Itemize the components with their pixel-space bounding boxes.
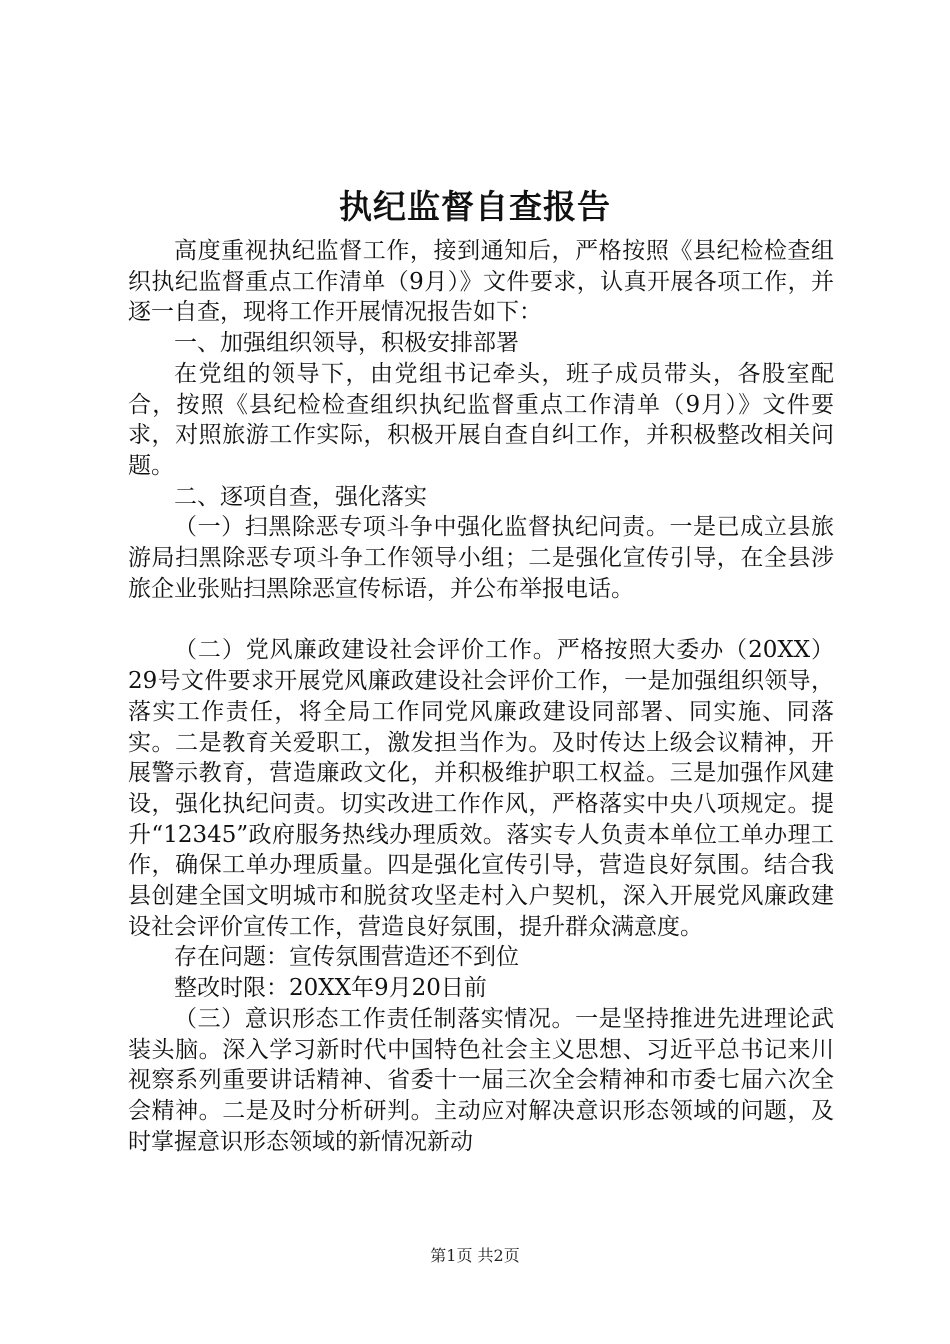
existing-problem-line: 存在问题：宣传氛围营造还不到位 [174,944,519,971]
subsection-1-paragraph: （一）扫黑除恶专项斗争中强化监督执纪问责。一是已成立县旅游局扫黑除恶专项斗争工作领导小组；二是强化宣传引导，在全县涉旅企业张贴扫黑除恶宣传标语，并公布举报电话。 [128,514,834,602]
section-1-paragraph: 在党组的领导下，由党组书记牵头，班子成员带头，各股室配合，按照《县纪检检查组织执纪监督重点工作清单（9月）》文件要求，对照旅游工作实际，积极开展自查自纠工作，并积极整改相关问题。 [128,360,834,479]
section-heading-2: 二、逐项自查，强化落实 [174,483,427,510]
subsection-2-paragraph: （二）党风廉政建设社会评价工作。严格按照大委办（20XX）29号文件要求开展党风廉政建设社会评价工作，一是加强组织领导，落实工作责任，将全局工作同党风廉政建设同部署、同实施、同落实。二是教育关爱职工，激发担当作为。及时传达上级会议精神，开展警示教育，营造廉政文化，并积极维护职工权益。三是加强作风建设，强化执纪问责。切实改进工作作风，严格落实中央八项规定。提升“12345”政府服务热线办理质效。落实专人负责本单位工单办理工作，确保工单办理质量。四是强化宣传引导，营造良好氛围。结合我县创建全国文明城市和脱贫攻坚走村入户契机，深入开展党风廉政建设社会评价宣传工作，营造良好氛围，提升群众满意度。 [128,637,834,940]
document-title: 执纪监督自查报告 [339,187,611,226]
page-number-footer: 第1页 共2页 [430,1246,520,1265]
subsection-3-paragraph: （三）意识形态工作责任制落实情况。一是坚持推进先进理论武装头脑。深入学习新时代中国特色社会主义思想、习近平总书记来川视察系列重要讲话精神、省委十一届三次全会精神和市委七届六次全会精神。二是及时分析研判。主动应对解决意识形态领域的问题，及时掌握意识形态领域的新情况新动 [128,1005,834,1155]
intro-paragraph: 高度重视执纪监督工作，接到通知后，严格按照《县纪检检查组织执纪监督重点工作清单（9月）》文件要求，认真开展各项工作，并逐一自查，现将工作开展情况报告如下： [128,238,834,326]
document-body [128,236,834,1157]
rectification-deadline-line: 整改时限：20XX年9月20日前 [174,975,487,1002]
section-heading-1: 一、加强组织领导，积极安排部署 [174,330,519,357]
